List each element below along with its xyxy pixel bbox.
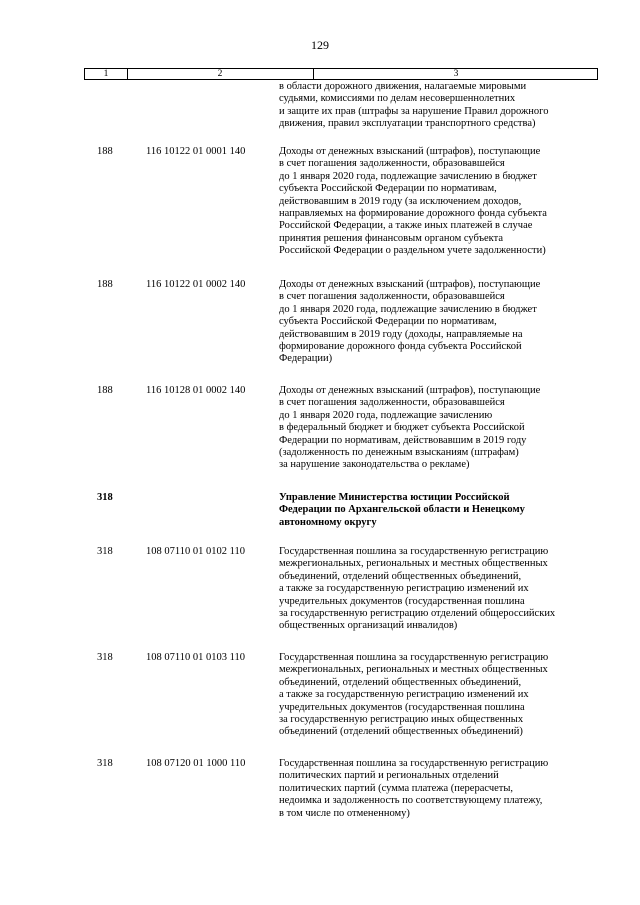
header-col-2: 2 bbox=[127, 69, 314, 79]
admin-code: 318 bbox=[97, 652, 113, 663]
admin-code: 318 bbox=[97, 492, 113, 503]
revenue-name: в области дорожного движения, налагаемые мировыми судьями, комиссиями по делам несовершеннолетних и защите их прав (штрафы за нарушение Правил дорожного движения, правил эксплуатации транспортного средства) bbox=[279, 81, 549, 130]
revenue-name: Доходы от денежных взысканий (штрафов), поступающие в счет погашения задолженности, образовавшейся до 1 января 2020 года, подлежащие зачислению в бюджет субъекта Российской Федерации по нормативам, действовавшим в 2019 году (доходы, направляемые на формирование дорожного фонда субъекта Российской Федерации) bbox=[279, 279, 541, 365]
table-header bbox=[84, 68, 598, 80]
admin-code: 188 bbox=[97, 385, 113, 396]
admin-code: 188 bbox=[97, 146, 113, 157]
revenue-name: Доходы от денежных взысканий (штрафов), поступающие в счет погашения задолженности, образовавшейся до 1 января 2020 года, подлежащие зачислению в бюджет субъекта Российской Федерации по нормативам, действовавшим в 2019 году (за исключением доходов, направляемых на формирование дорожного фонда субъекта Российской Федерации, а также иных платежей в случае принятия решения финансовым органом субъекта Российской Федерации о раздельном учете задолженности) bbox=[279, 146, 547, 257]
page-number: 129 bbox=[311, 38, 329, 52]
kbk-code: 108 07110 01 0102 110 bbox=[146, 546, 245, 557]
header-col-1: 1 bbox=[85, 69, 128, 79]
kbk-code: 116 10122 01 0002 140 bbox=[146, 279, 246, 290]
revenue-name: Государственная пошлина за государственную регистрацию политических партий и региональных отделений политических партий (сумма платежа (перерасчеты, недоимка и задолженность по соответствующему платежу, в том числе по отмененному) bbox=[279, 758, 549, 819]
admin-code: 318 bbox=[97, 758, 113, 769]
kbk-code: 108 07110 01 0103 110 bbox=[146, 652, 245, 663]
header-col-3: 3 bbox=[453, 69, 459, 79]
revenue-name: Государственная пошлина за государственную регистрацию межрегиональных, региональных и местных общественных объединений, отделений общественных объединений, а также за государственную регистрацию изменений их учредительных документов (государственная пошлина за государственную регистрацию иных общественных объединений (отделений общественных объединений) bbox=[279, 652, 549, 738]
kbk-code: 116 10122 01 0001 140 bbox=[146, 146, 246, 157]
kbk-code: 116 10128 01 0002 140 bbox=[146, 385, 246, 396]
kbk-code: 108 07120 01 1000 110 bbox=[146, 758, 246, 769]
revenue-name: Государственная пошлина за государственную регистрацию межрегиональных, региональных и местных общественных объединений, отделений общественных объединений, а также за государственную регистрацию изменений их учредительных документов (государственная пошлина за государственную регистрацию отделений общероссийских общественных организаций инвалидов) bbox=[279, 546, 556, 632]
admin-code: 318 bbox=[97, 546, 113, 557]
administrator-name: Управление Министерства юстиции Российской Федерации по Архангельской области и Ненецкому автономному округу bbox=[279, 492, 525, 528]
revenue-name: Доходы от денежных взысканий (штрафов), поступающие в счет погашения задолженности, образовавшейся до 1 января 2020 года, подлежащие зачислению в федеральный бюджет и бюджет субъекта Российской Федерации по нормативам, действовавшим в 2019 году (задолженность по денежным взысканиям (штрафам) за нарушение законодательства о рекламе) bbox=[279, 385, 541, 471]
admin-code: 188 bbox=[97, 279, 113, 290]
